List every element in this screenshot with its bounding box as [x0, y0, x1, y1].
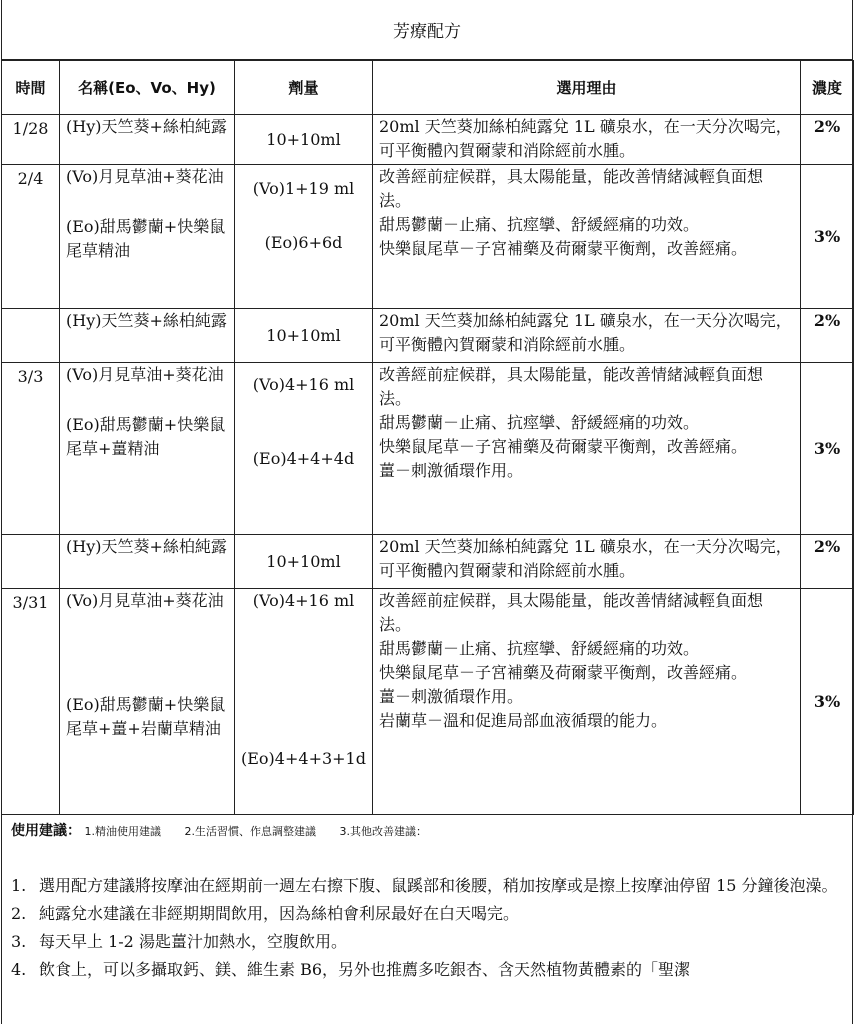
header-dose: 劑量	[235, 61, 373, 115]
date-cell	[2, 535, 60, 589]
list-item: 2. 純露兌水建議在非經期期間飲用，因為絲柏會利尿最好在白天喝完。	[11, 904, 520, 923]
usage-header	[11, 820, 447, 840]
usage-label: 使用建議：	[11, 823, 81, 839]
usage-option: 3.其他改善建議：	[339, 825, 427, 838]
table-row	[2, 363, 854, 535]
usage-section	[1, 814, 853, 1024]
name-cell: (Vo)月見草油+葵花油 (Eo)甜馬鬱蘭+快樂鼠尾草+薑+岩蘭草精油	[60, 589, 235, 815]
reason-cell: 改善經前症候群，具太陽能量，能改善情緒減輕負面想法。 甜馬鬱蘭－止痛、抗痙攣、舒緩經痛的功效。 快樂鼠尾草－子宮補藥及荷爾蒙平衡劑，改善經痛。	[373, 165, 801, 309]
usage-option: 1.精油使用建議	[84, 825, 161, 838]
reason-cell: 20ml 天竺葵加絲柏純露兌 1L 礦泉水，在一天分次喝完，可平衡體內賀爾蒙和消除經前水腫。	[373, 535, 801, 589]
name-cell: (Vo)月見草油+葵花油 (Eo)甜馬鬱蘭+快樂鼠尾草+薑精油	[60, 363, 235, 535]
reason-cell: 改善經前症候群，具太陽能量，能改善情緒減輕負面想法。 甜馬鬱蘭－止痛、抗痙攣、舒緩經痛的功效。 快樂鼠尾草－子宮補藥及荷爾蒙平衡劑，改善經痛。 薑－刺激循環作用。 岩蘭草－溫和促進局部血液循環的能力。	[373, 589, 801, 815]
concentration-cell: 3%	[801, 589, 854, 815]
list-item: 3. 每天早上 1-2 湯匙薑汁加熱水，空腹飲用。	[11, 932, 347, 951]
reason-cell: 20ml 天竺葵加絲柏純露兌 1L 礦泉水，在一天分次喝完，可平衡體內賀爾蒙和消除經前水腫。	[373, 115, 801, 165]
reason-cell: 20ml 天竺葵加絲柏純露兌 1L 礦泉水，在一天分次喝完，可平衡體內賀爾蒙和消除經前水腫。	[373, 309, 801, 363]
dose-cell: (Vo)4+16 ml (Eo)4+4+4d	[235, 363, 373, 535]
table-header-row	[2, 61, 854, 115]
name-cell: (Hy)天竺葵+絲柏純露	[60, 115, 235, 165]
reason-cell: 改善經前症候群，具太陽能量，能改善情緒減輕負面想法。 甜馬鬱蘭－止痛、抗痙攣、舒緩經痛的功效。 快樂鼠尾草－子宮補藥及荷爾蒙平衡劑，改善經痛。 薑－刺激循環作用。	[373, 363, 801, 535]
dose-cell: 10+10ml	[235, 115, 373, 165]
list-item: 1. 選用配方建議將按摩油在經期前一週左右擦下腹、鼠蹊部和後腰，稍加按摩或是擦上按摩油停留 15 分鐘後泡澡。	[11, 876, 838, 895]
date-cell: 2/4	[2, 165, 60, 309]
concentration-cell: 2%	[801, 115, 854, 165]
dose-cell: (Vo)1+19 ml (Eo)6+6d	[235, 165, 373, 309]
concentration-cell: 2%	[801, 535, 854, 589]
table-row	[2, 309, 854, 363]
concentration-cell: 3%	[801, 165, 854, 309]
concentration-cell: 3%	[801, 363, 854, 535]
name-cell: (Hy)天竺葵+絲柏純露	[60, 535, 235, 589]
table-row	[2, 535, 854, 589]
recipe-table	[1, 60, 854, 815]
name-cell: (Hy)天竺葵+絲柏純露	[60, 309, 235, 363]
table-row	[2, 165, 854, 309]
date-cell	[2, 309, 60, 363]
dose-cell: 10+10ml	[235, 535, 373, 589]
dose-cell: 10+10ml	[235, 309, 373, 363]
usage-list	[11, 872, 841, 984]
date-cell: 3/3	[2, 363, 60, 535]
header-time: 時間	[2, 61, 60, 115]
date-cell: 1/28	[2, 115, 60, 165]
header-concentration: 濃度	[801, 61, 854, 115]
date-cell: 3/31	[2, 589, 60, 815]
dose-cell: (Vo)4+16 ml (Eo)4+4+3+1d	[235, 589, 373, 815]
name-cell: (Vo)月見草油+葵花油 (Eo)甜馬鬱蘭+快樂鼠尾草精油	[60, 165, 235, 309]
concentration-cell: 2%	[801, 309, 854, 363]
header-name: 名稱(Eo、Vo、Hy)	[60, 61, 235, 115]
page-title: 芳療配方	[1, 0, 853, 60]
usage-option: 2.生活習慣、作息調整建議	[184, 825, 316, 838]
list-item: 4. 飲食上，可以多攝取鈣、鎂、維生素 B6，另外也推薦多吃銀杏、含天然植物黃體素的「聖潔	[11, 960, 691, 979]
table-row	[2, 589, 854, 815]
header-reason: 選用理由	[373, 61, 801, 115]
table-row	[2, 115, 854, 165]
